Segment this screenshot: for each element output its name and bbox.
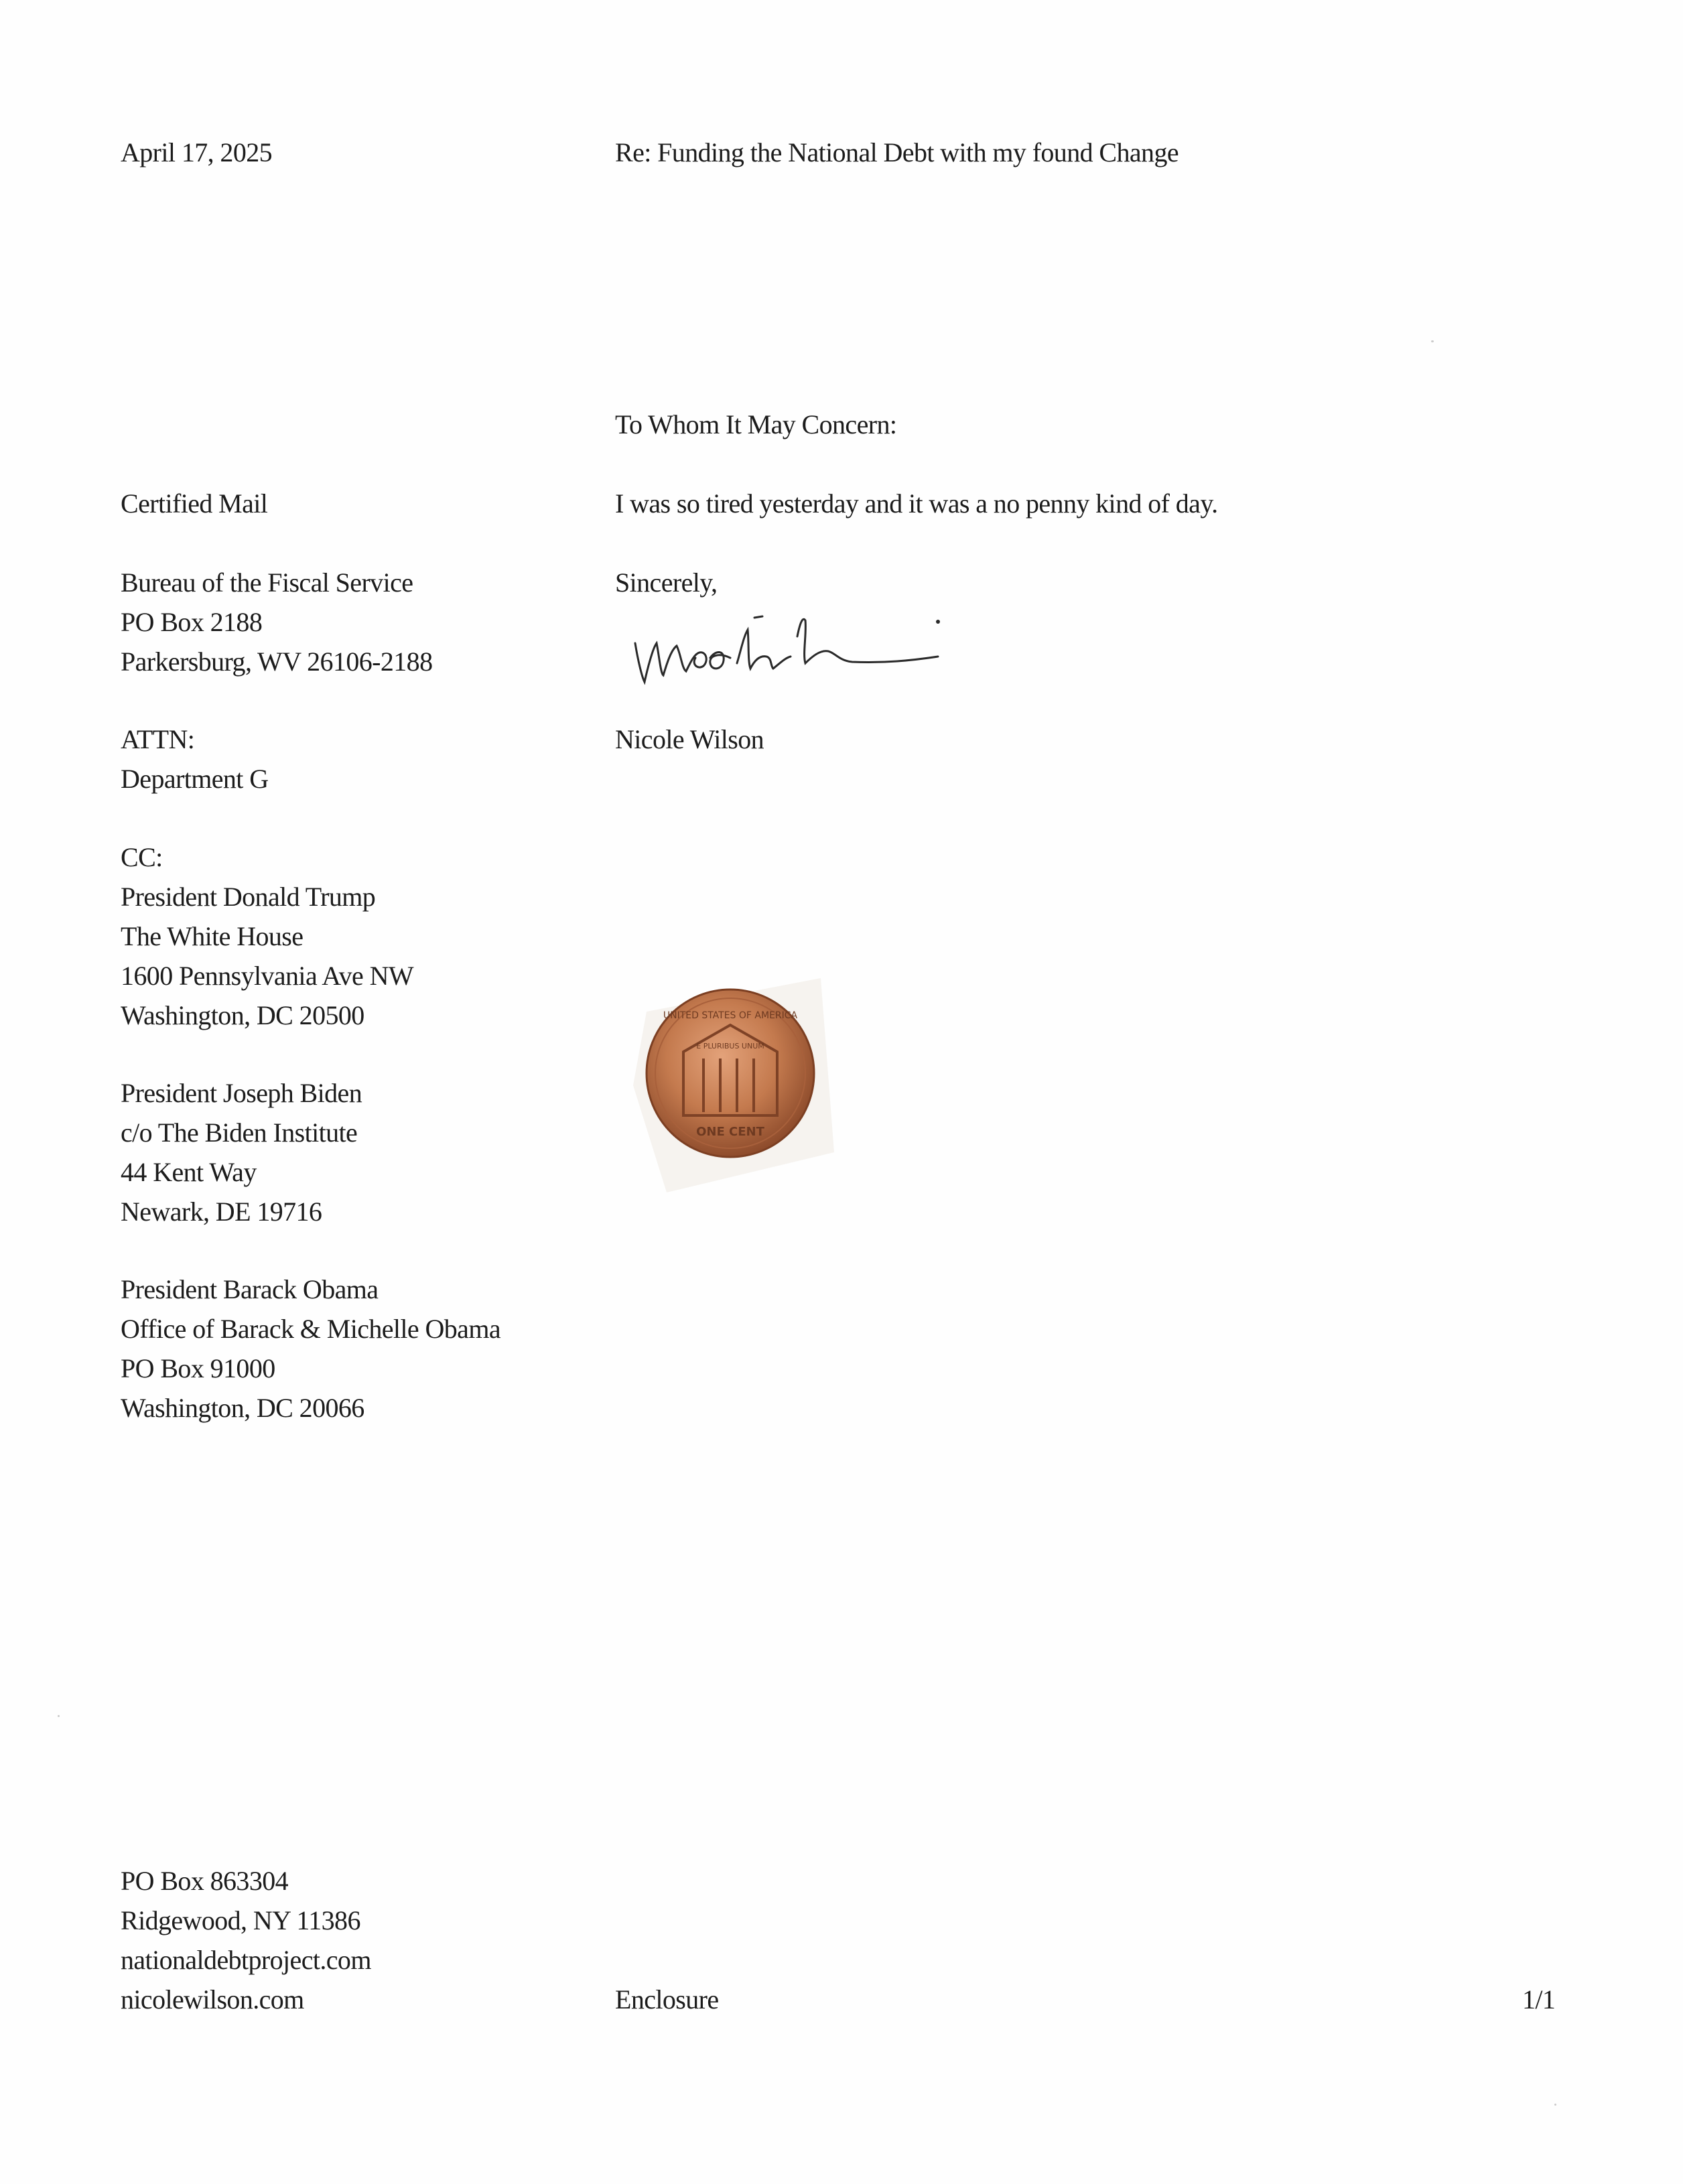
- coin-motto: E PLURIBUS UNUM: [696, 1042, 764, 1050]
- mailing-method: Certified Mail: [121, 488, 268, 519]
- sender-line: Ridgewood, NY 11386: [121, 1905, 360, 1935]
- cc-line: President Donald Trump: [121, 882, 376, 912]
- sender-line: PO Box 863304: [121, 1866, 289, 1896]
- scan-speck: [1431, 340, 1434, 342]
- cc-block: [121, 837, 413, 1035]
- cc-line: Washington, DC 20066: [121, 1393, 364, 1423]
- sender-line: nicolewilson.com: [121, 1984, 304, 2015]
- letter-date: April 17, 2025: [121, 137, 273, 167]
- closing: Sincerely,: [615, 567, 718, 598]
- cc-recipient-obama: [121, 1270, 500, 1428]
- recipient-address: [121, 563, 432, 681]
- cc-line: Office of Barack & Michelle Obama: [121, 1314, 500, 1344]
- scan-speck: [58, 1715, 60, 1717]
- letter-body: I was so tired yesterday and it was a no penny kind of day.: [615, 488, 1218, 519]
- sender-line: nationaldebtproject.com: [121, 1945, 371, 1975]
- enclosure-label: Enclosure: [615, 1984, 719, 2015]
- handwritten-signature: [630, 596, 978, 703]
- coin-rim-text: UNITED STATES OF AMERICA: [663, 1010, 798, 1021]
- attention-department: Department G: [121, 764, 269, 794]
- coin-denomination: ONE CENT: [696, 1125, 764, 1139]
- cc-line: 1600 Pennsylvania Ave NW: [121, 961, 414, 991]
- attention-block: [121, 720, 269, 799]
- cc-line: Newark, DE 19716: [121, 1197, 322, 1227]
- cc-line: President Joseph Biden: [121, 1078, 362, 1108]
- cc-line: 44 Kent Way: [121, 1157, 257, 1187]
- taped-penny-enclosure: [620, 951, 841, 1199]
- recipient-line: Bureau of the Fiscal Service: [121, 567, 413, 598]
- recipient-line: PO Box 2188: [121, 607, 263, 637]
- cc-line: The White House: [121, 921, 304, 951]
- letter-subject: Re: Funding the National Debt with my found Change: [615, 137, 1179, 167]
- cc-recipient-biden: [121, 1073, 362, 1231]
- sender-address: [121, 1861, 371, 2019]
- cc-line: PO Box 91000: [121, 1353, 275, 1383]
- salutation: To Whom It May Concern:: [615, 409, 897, 439]
- recipient-line: Parkersburg, WV 26106-2188: [121, 646, 433, 677]
- attention-label: ATTN:: [121, 724, 195, 754]
- signer-name: Nicole Wilson: [615, 724, 764, 754]
- cc-line: c/o The Biden Institute: [121, 1117, 358, 1148]
- cc-label: CC:: [121, 842, 163, 872]
- cc-line: Washington, DC 20500: [121, 1000, 364, 1030]
- scan-speck: [1554, 2104, 1556, 2106]
- page-number: 1/1: [1522, 1984, 1556, 2015]
- cc-line: President Barack Obama: [121, 1274, 379, 1304]
